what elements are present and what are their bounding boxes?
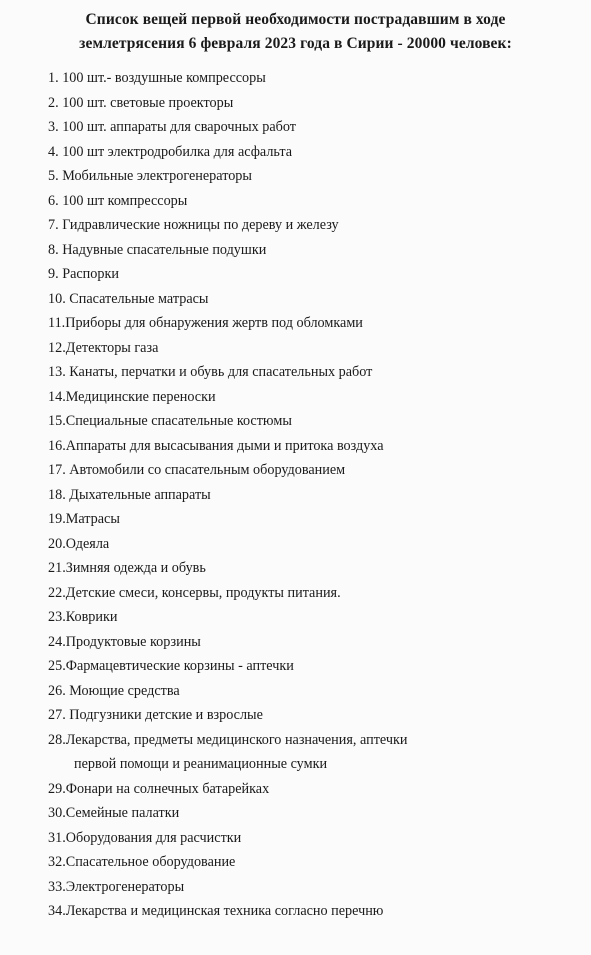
item-number: 31. (48, 829, 66, 846)
list-item (48, 556, 578, 581)
item-text: Гидравлические ножницы по дереву и железу (58, 217, 339, 233)
item-number: 28. (48, 731, 66, 748)
item-text: Матрасы (65, 511, 120, 527)
list-item (48, 91, 578, 116)
list-item (48, 213, 578, 238)
list-item (48, 360, 578, 385)
list-item (48, 238, 578, 263)
item-number: 8. (48, 241, 59, 258)
item-text: Канаты, перчатки и обувь для спасательных работ (65, 364, 373, 380)
item-number: 1. (48, 70, 59, 86)
list-item (48, 679, 578, 704)
list-item (48, 115, 578, 140)
list-item (48, 630, 578, 655)
needs-list (48, 66, 578, 924)
item-number: 11. (48, 315, 66, 331)
item-number: 18. (48, 486, 66, 503)
item-text: Лекарства и медицинская техника согласно перечню (65, 903, 384, 919)
item-number: 32. (48, 854, 66, 870)
item-number: 24. (48, 633, 66, 650)
item-text: Коврики (65, 609, 118, 625)
item-number: 16. (48, 437, 66, 454)
list-item (48, 66, 578, 91)
item-number: 19. (48, 511, 66, 527)
title-line-1: Список вещей первой необходимости пострадавшим в ходе (85, 11, 506, 28)
item-number: 21. (48, 560, 66, 576)
list-item (48, 605, 578, 630)
item-text: Моющие средства (65, 682, 180, 699)
list-item (48, 826, 578, 851)
item-number: 29. (48, 780, 66, 797)
item-text: Лекарства, предметы медицинского назначения, аптечки (65, 731, 408, 748)
item-number: 34. (48, 903, 66, 919)
item-text: Автомобили со спасательным оборудованием (65, 462, 346, 478)
list-item (48, 532, 578, 557)
item-number: 3. (48, 119, 59, 135)
list-item (48, 581, 578, 606)
item-text: 100 шт.- воздушные компрессоры (58, 70, 266, 86)
item-text: Медицинские переноски (65, 388, 216, 405)
item-number: 14. (48, 388, 66, 405)
list-item (48, 385, 578, 410)
item-number: 23. (48, 609, 66, 625)
item-text: Продуктовые корзины (65, 633, 201, 650)
item-number: 27. (48, 707, 66, 723)
list-item (48, 850, 578, 875)
item-text: Оборудования для расчистки (65, 829, 242, 846)
item-text: 100 шт. аппараты для сварочных работ (58, 119, 296, 135)
item-text: Одеяла (65, 535, 110, 552)
item-text: Дыхательные аппараты (65, 486, 211, 503)
list-item (48, 434, 578, 459)
list-item (48, 728, 578, 777)
list-item (48, 336, 578, 361)
item-number: 30. (48, 805, 66, 821)
list-item (48, 189, 578, 214)
item-text: Спасательное оборудование (65, 854, 236, 870)
item-text: Распорки (58, 266, 119, 282)
item-text: Электрогенераторы (65, 878, 185, 895)
list-item (48, 875, 578, 900)
item-number: 17. (48, 462, 66, 478)
list-item (48, 311, 578, 336)
item-text: 100 шт компрессоры (58, 192, 188, 209)
item-text-continuation: первой помощи и реанимационные сумки (74, 756, 328, 772)
item-text: Фонари на солнечных батарейках (65, 780, 270, 797)
list-item (48, 409, 578, 434)
document-title (20, 8, 571, 56)
item-text: 100 шт электродробилка для асфальта (58, 143, 293, 160)
item-text: Подгузники детские и взрослые (65, 707, 263, 723)
list-item (48, 899, 578, 924)
item-text: Аппараты для высасывания дыми и притока воздуха (65, 437, 384, 454)
item-text: Спасательные матрасы (65, 290, 209, 307)
list-item (48, 458, 578, 483)
item-text: Семейные палатки (65, 805, 180, 821)
list-item (48, 262, 578, 287)
list-item (48, 777, 578, 802)
item-number: 6. (48, 192, 59, 209)
item-text: Мобильные электрогенераторы (58, 168, 252, 184)
item-number: 5. (48, 168, 59, 184)
list-item (48, 801, 578, 826)
list-item (48, 164, 578, 189)
list-item (48, 287, 578, 312)
item-number: 13. (48, 364, 66, 380)
item-number: 2. (48, 94, 59, 111)
item-number: 4. (48, 143, 59, 160)
item-text: Специальные спасательные костюмы (65, 413, 292, 429)
item-number: 7. (48, 217, 59, 233)
item-number: 33. (48, 878, 66, 895)
item-number: 22. (48, 584, 66, 601)
item-text: 100 шт. световые проекторы (58, 94, 234, 111)
list-item (48, 140, 578, 165)
list-item (48, 507, 578, 532)
item-text: Приборы для обнаружения жертв под обломками (65, 315, 363, 331)
item-number: 9. (48, 266, 59, 282)
item-number: 26. (48, 682, 66, 699)
item-number: 20. (48, 535, 66, 552)
item-text: Детекторы газа (65, 339, 159, 356)
item-number: 12. (48, 339, 66, 356)
item-number: 15. (48, 413, 66, 429)
item-number: 10. (48, 290, 66, 307)
item-text: Зимняя одежда и обувь (65, 560, 206, 576)
list-item (48, 654, 578, 679)
title-line-2: землетрясения 6 февраля 2023 года в Сирии - 20000 человек: (79, 35, 512, 52)
item-text: Детские смеси, консервы, продукты питания. (65, 584, 341, 601)
list-item (48, 703, 578, 728)
list-item (48, 483, 578, 508)
item-text: Надувные спасательные подушки (58, 241, 267, 258)
item-text: Фармацевтические корзины - аптечки (65, 658, 294, 674)
item-number: 25. (48, 658, 66, 674)
